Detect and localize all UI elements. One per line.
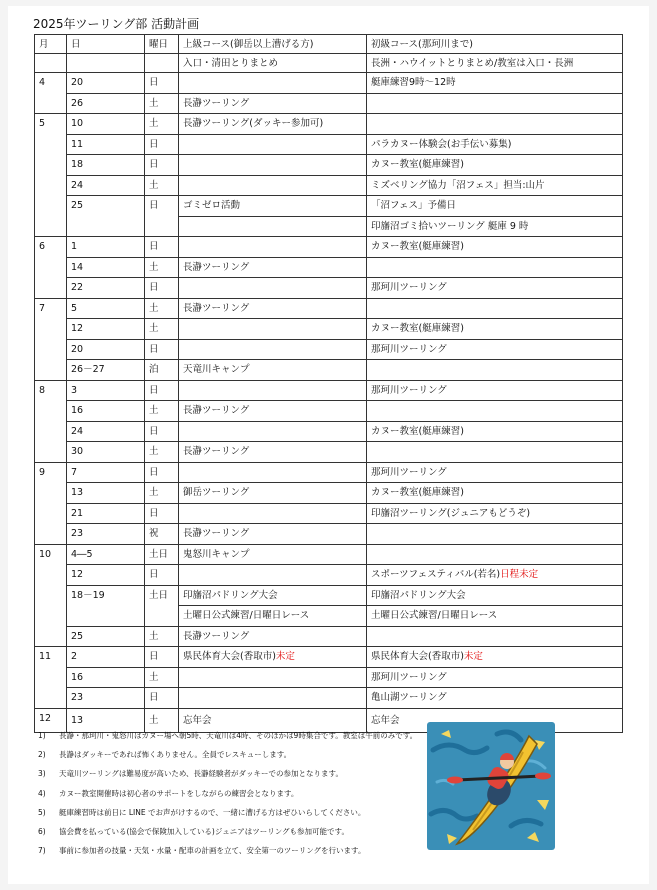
month-cell: 5 <box>35 114 67 237</box>
weekday-cell: 泊 <box>145 360 179 381</box>
beginner-course-cell <box>367 155 623 176</box>
event-text: 「沼フェス」予備日 <box>371 200 457 212</box>
note-text: 事前に参加者の技量・天気・水量・配車の計画を立て、安全第一のツーリングを行います。 <box>59 846 366 856</box>
note-item <box>38 788 417 799</box>
header-row <box>35 35 623 54</box>
beginner-course-cell <box>367 688 623 709</box>
advanced-course-cell <box>179 483 367 504</box>
note-text: 艇庫練習時は前日に LINE でお声がけするので、一緒に漕げる方はぜひいらしてください。 <box>59 807 366 817</box>
schedule-row <box>35 278 623 299</box>
weekday-cell: 日 <box>145 73 179 94</box>
advanced-course-cell <box>179 175 367 196</box>
day-cell: 14 <box>67 257 145 278</box>
weekday-cell: 土 <box>145 93 179 114</box>
event-text: 那珂川ツーリング <box>371 466 447 478</box>
weekday-cell: 土 <box>145 626 179 647</box>
day-cell: 18 <box>67 155 145 176</box>
event-text: 県民体育大会(香取市) <box>371 651 464 663</box>
event-text: ゴミゼロ活動 <box>183 200 241 212</box>
note-text: 協会費を払っている(協会で保険加入している)ジュニアはツーリングも参加可能です。 <box>59 826 349 836</box>
schedule-row <box>35 319 623 340</box>
day-cell: 13 <box>67 708 145 733</box>
undecided-badge: 未定 <box>275 651 295 663</box>
page-title: 2025年ツーリング部 活動計画 <box>33 17 200 31</box>
event-text: 忘年会 <box>183 714 212 726</box>
weekday-cell: 日 <box>145 421 179 442</box>
schedule-row <box>35 462 623 483</box>
event-text: 那珂川ツーリング <box>371 671 447 683</box>
schedule-row <box>35 626 623 647</box>
advanced-course-cell <box>179 114 367 135</box>
day-cell: 24 <box>67 421 145 442</box>
schedule-row <box>35 524 623 545</box>
weekday-cell: 土 <box>145 483 179 504</box>
kayaker-illustration <box>427 722 555 850</box>
advanced-course-cell <box>179 278 367 299</box>
advanced-course-cell <box>179 93 367 114</box>
weekday-cell: 日 <box>145 565 179 586</box>
schedule-row <box>35 360 623 381</box>
beginner-course-cell <box>367 442 623 463</box>
weekday-cell: 日 <box>145 196 179 237</box>
note-number: 7) <box>38 846 46 856</box>
month-cell: 12 <box>35 708 67 733</box>
event-text: 忘年会 <box>371 714 400 726</box>
advanced-course-cell <box>179 155 367 176</box>
event-text: 亀山湖ツーリング <box>371 692 447 704</box>
month-cell: 6 <box>35 237 67 299</box>
weekday-cell: 土 <box>145 442 179 463</box>
weekday-cell: 日 <box>145 503 179 524</box>
advanced-course-cell <box>179 688 367 709</box>
advanced-course-cell <box>179 360 367 381</box>
event-text: 印旛沼パドリング大会 <box>183 589 278 601</box>
advanced-course-cell <box>179 401 367 422</box>
advanced-course-cell <box>179 462 367 483</box>
advanced-course-cell <box>179 216 367 237</box>
advanced-course-cell <box>179 565 367 586</box>
event-text: 那珂川ツーリング <box>371 282 447 294</box>
beginner-course-cell <box>367 606 623 627</box>
event-text: 那珂川ツーリング <box>371 343 447 355</box>
beginner-course-cell <box>367 196 623 217</box>
month-header: 月 <box>35 35 67 54</box>
event-text: 県民体育大会(香取市) <box>183 651 276 663</box>
month-cell: 10 <box>35 544 67 647</box>
event-text: カヌー教室(艇庫練習) <box>371 487 464 499</box>
note-text: 天竜川ツーリングは難易度が高いため、長瀞経験者がダッキーでの参加となります。 <box>59 769 343 779</box>
day-cell: 21 <box>67 503 145 524</box>
beginner-course-cell <box>367 462 623 483</box>
advanced-course-cell <box>179 667 367 688</box>
advanced-course-cell <box>179 196 367 217</box>
schedule-row <box>35 73 623 94</box>
weekday-cell: 祝 <box>145 524 179 545</box>
undecided-badge: 未定 <box>463 651 483 663</box>
beginner-course-cell <box>367 503 623 524</box>
day-cell: 22 <box>67 278 145 299</box>
event-text: 長瀞ツーリング(ダッキー参加可) <box>183 118 324 130</box>
day-cell: 23 <box>67 524 145 545</box>
event-text: 長瀞ツーリング <box>183 528 250 540</box>
beginner-course-cell <box>367 421 623 442</box>
notes-list <box>38 730 417 864</box>
beginner-course-cell <box>367 134 623 155</box>
schedule-row <box>35 585 623 606</box>
beginner-course-cell <box>367 216 623 237</box>
event-text: カヌー教室(艇庫練習) <box>371 323 464 335</box>
weekday-cell: 土 <box>145 257 179 278</box>
advanced-course-cell <box>179 585 367 606</box>
event-text: 御岳ツーリング <box>183 487 250 499</box>
day-cell: 26－27 <box>67 360 145 381</box>
advanced-course-cell <box>179 380 367 401</box>
event-text: 印旛沼ゴミ拾いツーリング 艇庫 9 時 <box>371 220 529 232</box>
beginner-course-cell <box>367 257 623 278</box>
note-number: 2) <box>38 750 46 760</box>
month-cell: 4 <box>35 73 67 114</box>
month-cell: 9 <box>35 462 67 544</box>
advanced-course-cell <box>179 647 367 668</box>
month-cell: 11 <box>35 647 67 709</box>
advanced-course-cell <box>179 298 367 319</box>
weekday-cell: 日 <box>145 462 179 483</box>
advanced-course-cell <box>179 134 367 155</box>
beginner-course-cell <box>367 380 623 401</box>
day-header: 日 <box>67 35 145 54</box>
day-cell: 12 <box>67 319 145 340</box>
day-cell: 20 <box>67 73 145 94</box>
advanced-course-cell <box>179 237 367 258</box>
header-row-sub <box>35 54 623 73</box>
weekday-cell: 日 <box>145 134 179 155</box>
advanced-course-cell <box>179 626 367 647</box>
advanced-course-cell <box>179 73 367 94</box>
beginner-course-cell <box>367 339 623 360</box>
beginner-course-cell <box>367 483 623 504</box>
schedule-row <box>35 134 623 155</box>
beginner-course-coordinator: 長洲・ハウイットとりまとめ/教室は入口・長洲 <box>367 54 623 73</box>
beginner-course-cell <box>367 647 623 668</box>
beginner-course-header: 初級コース(那珂川まで) <box>367 35 623 54</box>
event-text: 土曜日公式練習/日曜日レース <box>183 610 310 622</box>
day-cell: 20 <box>67 339 145 360</box>
schedule-row <box>35 114 623 135</box>
weekday-cell: 日 <box>145 237 179 258</box>
weekday-cell: 日 <box>145 155 179 176</box>
note-item <box>38 845 417 856</box>
advanced-course-header: 上級コース(御岳以上漕げる方) <box>179 35 367 54</box>
advanced-course-cell <box>179 339 367 360</box>
weekday-cell: 土 <box>145 319 179 340</box>
event-text: カヌー教室(艇庫練習) <box>371 425 464 437</box>
advanced-course-cell <box>179 708 367 733</box>
note-item <box>38 807 417 818</box>
beginner-course-cell <box>367 401 623 422</box>
event-text: 艇庫練習9時～12時 <box>371 77 456 89</box>
undecided-badge: 日程未定 <box>500 569 539 581</box>
schedule-row <box>35 565 623 586</box>
beginner-course-cell <box>367 667 623 688</box>
event-text: 那珂川ツーリング <box>371 384 447 396</box>
advanced-course-cell <box>179 442 367 463</box>
weekday-cell: 土 <box>145 298 179 319</box>
event-text: パラカヌー体験会(お手伝い募集) <box>371 138 512 150</box>
event-text: 鬼怒川キャンプ <box>183 548 250 560</box>
weekday-cell: 土 <box>145 667 179 688</box>
weekday-cell: 土 <box>145 175 179 196</box>
schedule-row <box>35 421 623 442</box>
weekday-cell: 日 <box>145 647 179 668</box>
weekday-cell: 土 <box>145 708 179 733</box>
note-item <box>38 749 417 760</box>
day-cell: 1 <box>67 237 145 258</box>
schedule-row <box>35 380 623 401</box>
day-cell: 26 <box>67 93 145 114</box>
note-number: 1) <box>38 731 46 740</box>
beginner-course-cell <box>367 175 623 196</box>
activity-schedule-table <box>34 34 623 733</box>
beginner-course-cell <box>367 565 623 586</box>
schedule-row <box>35 237 623 258</box>
advanced-course-cell <box>179 319 367 340</box>
advanced-course-cell <box>179 606 367 627</box>
beginner-course-cell <box>367 585 623 606</box>
schedule-row <box>35 155 623 176</box>
beginner-course-cell <box>367 114 623 135</box>
event-text: 長瀞ツーリング <box>183 302 250 314</box>
beginner-course-cell <box>367 319 623 340</box>
advanced-course-cell <box>179 257 367 278</box>
note-text: 長瀞はダッキーであれば怖くありません。全員でレスキューします。 <box>59 750 292 760</box>
day-cell: 23 <box>67 688 145 709</box>
beginner-course-cell <box>367 298 623 319</box>
note-item <box>38 730 417 741</box>
weekday-cell: 土日 <box>145 544 179 565</box>
day-cell: 18－19 <box>67 585 145 626</box>
beginner-course-cell <box>367 73 623 94</box>
advanced-course-cell <box>179 421 367 442</box>
day-cell: 2 <box>67 647 145 668</box>
event-text: 長瀞ツーリング <box>183 97 250 109</box>
note-item <box>38 768 417 779</box>
beginner-course-cell <box>367 626 623 647</box>
event-text: ミズベリング協力「沼フェス」担当:山片 <box>371 179 545 191</box>
schedule-row <box>35 483 623 504</box>
schedule-row <box>35 93 623 114</box>
event-text: スポーツフェスティバル(若名) <box>371 569 501 581</box>
note-item <box>38 826 417 837</box>
weekday-cell: 土 <box>145 114 179 135</box>
beginner-course-cell <box>367 237 623 258</box>
schedule-row <box>35 503 623 524</box>
event-text: 天竜川キャンプ <box>183 364 250 376</box>
advanced-course-cell <box>179 524 367 545</box>
schedule-row <box>35 175 623 196</box>
event-text: 印旛沼ツーリング(ジュニアもどうぞ) <box>371 507 531 519</box>
event-text: カヌー教室(艇庫練習) <box>371 241 464 253</box>
advanced-course-cell <box>179 544 367 565</box>
weekday-cell: 日 <box>145 380 179 401</box>
note-text: カヌー教室開催時は初心者のサポートをしながらの練習会となります。 <box>59 788 299 798</box>
day-cell: 30 <box>67 442 145 463</box>
day-cell: 12 <box>67 565 145 586</box>
beginner-course-cell <box>367 360 623 381</box>
day-cell: 25 <box>67 196 145 237</box>
day-cell: 16 <box>67 401 145 422</box>
event-text: 長瀞ツーリング <box>183 630 250 642</box>
day-cell: 25 <box>67 626 145 647</box>
day-cell: 11 <box>67 134 145 155</box>
weekday-cell: 日 <box>145 278 179 299</box>
event-text: 長瀞ツーリング <box>183 446 250 458</box>
schedule-row <box>35 401 623 422</box>
note-number: 6) <box>38 826 46 836</box>
weekday-cell: 日 <box>145 339 179 360</box>
schedule-row <box>35 257 623 278</box>
event-text: 土曜日公式練習/日曜日レース <box>371 610 498 622</box>
weekday-cell: 日 <box>145 688 179 709</box>
weekday-cell: 土日 <box>145 585 179 626</box>
schedule-row <box>35 667 623 688</box>
note-number: 5) <box>38 807 46 817</box>
event-text: 印旛沼パドリング大会 <box>371 589 466 601</box>
beginner-course-cell <box>367 524 623 545</box>
event-text: 長瀞ツーリング <box>183 261 250 273</box>
month-cell: 7 <box>35 298 67 380</box>
day-cell: 7 <box>67 462 145 483</box>
schedule-row <box>35 298 623 319</box>
month-cell: 8 <box>35 380 67 462</box>
day-cell: 3 <box>67 380 145 401</box>
schedule-row <box>35 442 623 463</box>
beginner-course-cell <box>367 544 623 565</box>
schedule-row <box>35 544 623 565</box>
event-text: 長瀞ツーリング <box>183 405 250 417</box>
day-cell: 13 <box>67 483 145 504</box>
advanced-course-cell <box>179 503 367 524</box>
schedule-body <box>35 73 623 733</box>
note-number: 3) <box>38 769 46 779</box>
day-cell: 16 <box>67 667 145 688</box>
day-cell: 10 <box>67 114 145 135</box>
day-cell: 4―5 <box>67 544 145 565</box>
schedule-row <box>35 196 623 217</box>
schedule-row <box>35 647 623 668</box>
day-cell: 24 <box>67 175 145 196</box>
note-text: 長瀞・那珂川・鬼怒川はカヌー場へ朝5時、天竜川は4時、そのほかは9時集合です。教室は午前のみです。 <box>59 731 418 740</box>
event-text: カヌー教室(艇庫練習) <box>371 159 464 171</box>
weekday-header: 曜日 <box>145 35 179 54</box>
weekday-cell: 土 <box>145 401 179 422</box>
note-number: 4) <box>38 788 46 798</box>
schedule-row <box>35 339 623 360</box>
day-cell: 5 <box>67 298 145 319</box>
schedule-row <box>35 688 623 709</box>
advanced-course-coordinator: 入口・清田とりまとめ <box>179 54 367 73</box>
beginner-course-cell <box>367 278 623 299</box>
beginner-course-cell <box>367 93 623 114</box>
